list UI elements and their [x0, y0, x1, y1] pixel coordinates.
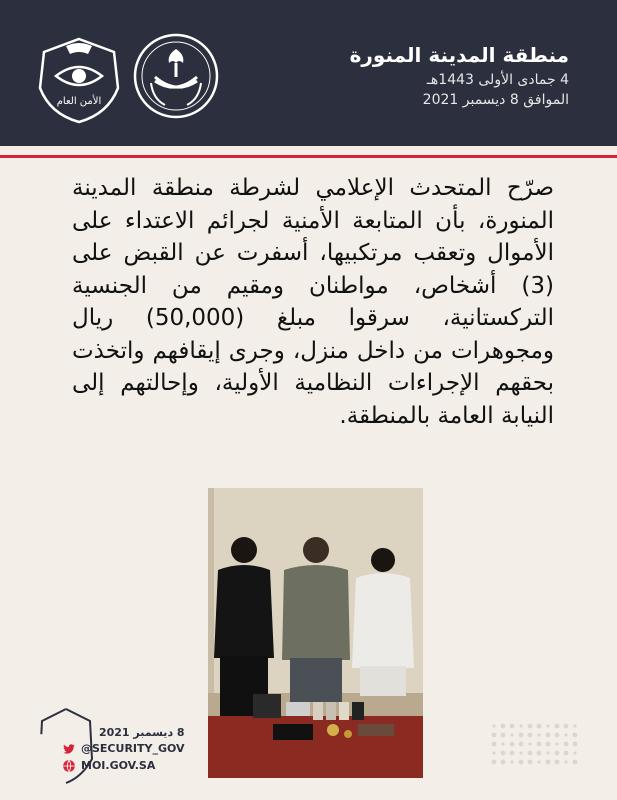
decor-dot	[510, 742, 515, 747]
decor-dot	[492, 742, 497, 747]
website-row[interactable]	[62, 757, 185, 774]
decor-dot	[501, 742, 504, 745]
decor-dot	[519, 760, 524, 765]
gregorian-date: الموافق 8 ديسمبر 2021	[422, 92, 569, 108]
decor-dot	[573, 742, 578, 747]
decor-dot	[555, 760, 560, 765]
decor-dot	[492, 724, 495, 727]
decor-dot	[546, 760, 551, 765]
decor-dot	[528, 742, 531, 745]
website-link[interactable]: MOI.GOV.SA	[81, 759, 156, 772]
twitter-handle-row[interactable]	[62, 740, 185, 757]
decor-dot	[492, 760, 497, 765]
decor-dot	[555, 742, 558, 745]
decor-dot	[537, 742, 542, 747]
footer-date: 8 ديسمبر 2021	[98, 726, 185, 739]
decor-dot	[564, 760, 567, 763]
decor-dot	[546, 742, 551, 747]
region-title: منطقة المدينة المنورة	[349, 43, 569, 67]
public-security-shield-icon	[36, 36, 122, 124]
decor-dot	[573, 760, 578, 765]
decor-dot	[528, 751, 533, 756]
decor-dot	[528, 760, 533, 765]
decor-dot	[564, 742, 569, 747]
decor-dot	[492, 733, 497, 738]
decor-dot	[555, 733, 560, 738]
decor-dot	[546, 733, 551, 738]
header-title-block	[350, 40, 569, 110]
globe-icon	[62, 759, 76, 773]
decor-dot	[537, 760, 540, 763]
decor-dot	[501, 724, 506, 729]
decor-dot	[573, 751, 576, 754]
decor-dot	[501, 751, 506, 756]
decor-dot	[519, 733, 524, 738]
svg-text:الأمن العام: الأمن العام	[56, 96, 102, 107]
decor-dot	[501, 733, 506, 738]
decor-dot	[519, 724, 522, 727]
footer-info	[62, 725, 185, 774]
decor-dot	[519, 751, 522, 754]
decorative-dot-pattern	[490, 722, 580, 768]
twitter-bird-icon	[62, 742, 76, 756]
suspects-photo	[208, 488, 423, 778]
ministry-emblem-icon	[133, 33, 219, 119]
decor-dot	[537, 751, 542, 756]
decor-dot	[510, 724, 515, 729]
red-divider	[0, 155, 617, 158]
decor-dot	[564, 733, 567, 736]
decor-dot	[519, 742, 524, 747]
decor-dot	[528, 733, 533, 738]
decor-dot	[564, 724, 569, 729]
decor-dot	[537, 724, 542, 729]
decor-dot	[492, 751, 495, 754]
decor-dot	[537, 733, 540, 736]
decor-dot	[510, 733, 513, 736]
decor-dot	[528, 724, 533, 729]
decor-dot	[573, 733, 578, 738]
decor-dot	[555, 751, 560, 756]
decor-dot	[510, 760, 513, 763]
decor-dot	[546, 724, 549, 727]
decor-dot	[501, 760, 506, 765]
press-statement: صرّح المتحدث الإعلامي لشرطة منطقة المدينة المنورة، بأن المتابعة الأمنية لجرائم الاعتداء على الأموال وتعقب مرتكبيها، أسفرت عن القبض على (3) أشخاص، مواطنان ومقيم من الجنسية التركستانية، سرقوا مبلغ (50,000) ريال ومجوهرات من داخل منزل، وجرى إيقافهم واتخذت بحقهم الإجراءات النظامية الأولية، وإحالتهم إلى النيابة العامة بالمنطقة.	[72, 175, 554, 429]
decor-dot	[564, 751, 569, 756]
decor-dot	[573, 724, 576, 727]
header-banner	[0, 0, 617, 146]
decor-dot	[546, 751, 549, 754]
decor-dot	[510, 751, 515, 756]
twitter-handle[interactable]: @SECURITY_GOV	[81, 742, 185, 755]
decor-dot	[555, 724, 560, 729]
hijri-date: 4 جمادى الأولى 1443هـ	[426, 72, 569, 88]
